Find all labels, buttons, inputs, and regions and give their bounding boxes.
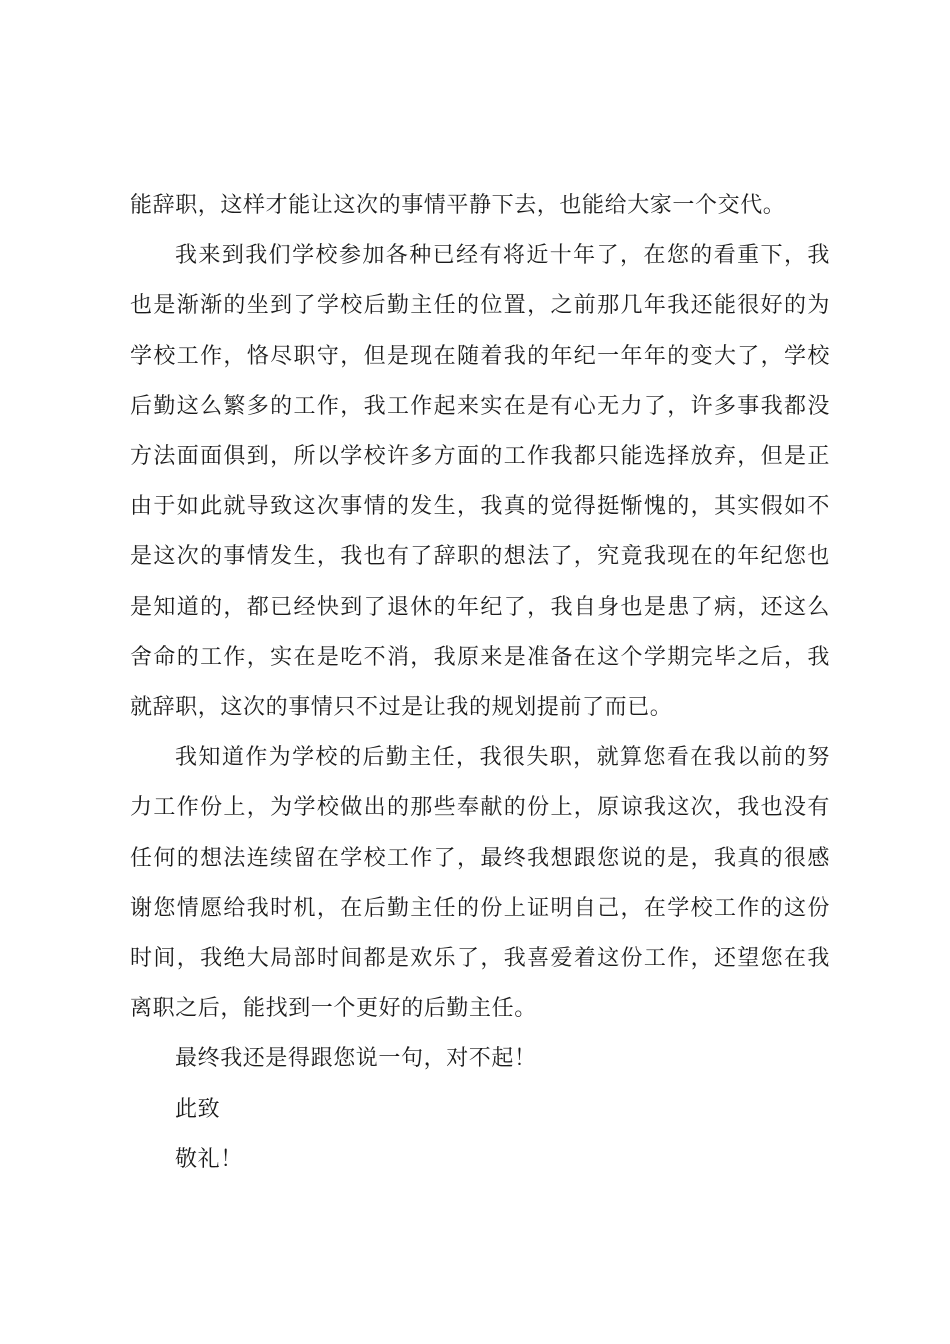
paragraph-continuation: 能辞职，这样才能让这次的事情平静下去，也能给大家一个交代。 <box>130 193 786 218</box>
paragraph-apology: 我知道作为学校的后勤主任，我很失职，就算您看在我以前的努力工作份上，为学校做出的那些奉献的份上，原谅我这次，我也没有任何的想法连续留在学校工作了，最终我想跟您说的是，我真的很感谢您情愿给我时机，在后勤主任的份上证明自己，在学校工作的这份时间，我绝大局部时间都是欢乐了，我喜爱着这份工作，还望您在我离职之后，能找到一个更好的后勤主任。 <box>130 745 830 1022</box>
salutation-cizhi: 此致 <box>175 1096 221 1122</box>
paragraph-closing: 最终我还是得跟您说一句，对不起！ <box>175 1046 537 1072</box>
letter-body <box>130 181 830 1185</box>
salutation-jingli: 敬礼！ <box>175 1146 243 1172</box>
paragraph-reason: 我来到我们学校参加各种已经有将近十年了，在您的看重下，我也是渐渐的坐到了学校后勤主任的位置，之前那几年我还能很好的为学校工作，恪尽职守，但是现在随着我的年纪一年年的变大了，学校后勤这么繁多的工作，我工作起来实在是有心无力了，许多事我都没方法面面俱到，所以学校许多方面的工作我都只能选择放弃，但是正由于如此就导致这次事情的发生，我真的觉得挺惭愧的，其实假如不是这次的事情发生，我也有了辞职的想法了，究竟我现在的年纪您也是知道的，都已经快到了退休的年纪了，我自身也是患了病，还这么舍命的工作，实在是吃不消，我原来是准备在这个学期完毕之后，我就辞职，这次的事情只不过是让我的规划提前了而已。 <box>130 243 830 721</box>
